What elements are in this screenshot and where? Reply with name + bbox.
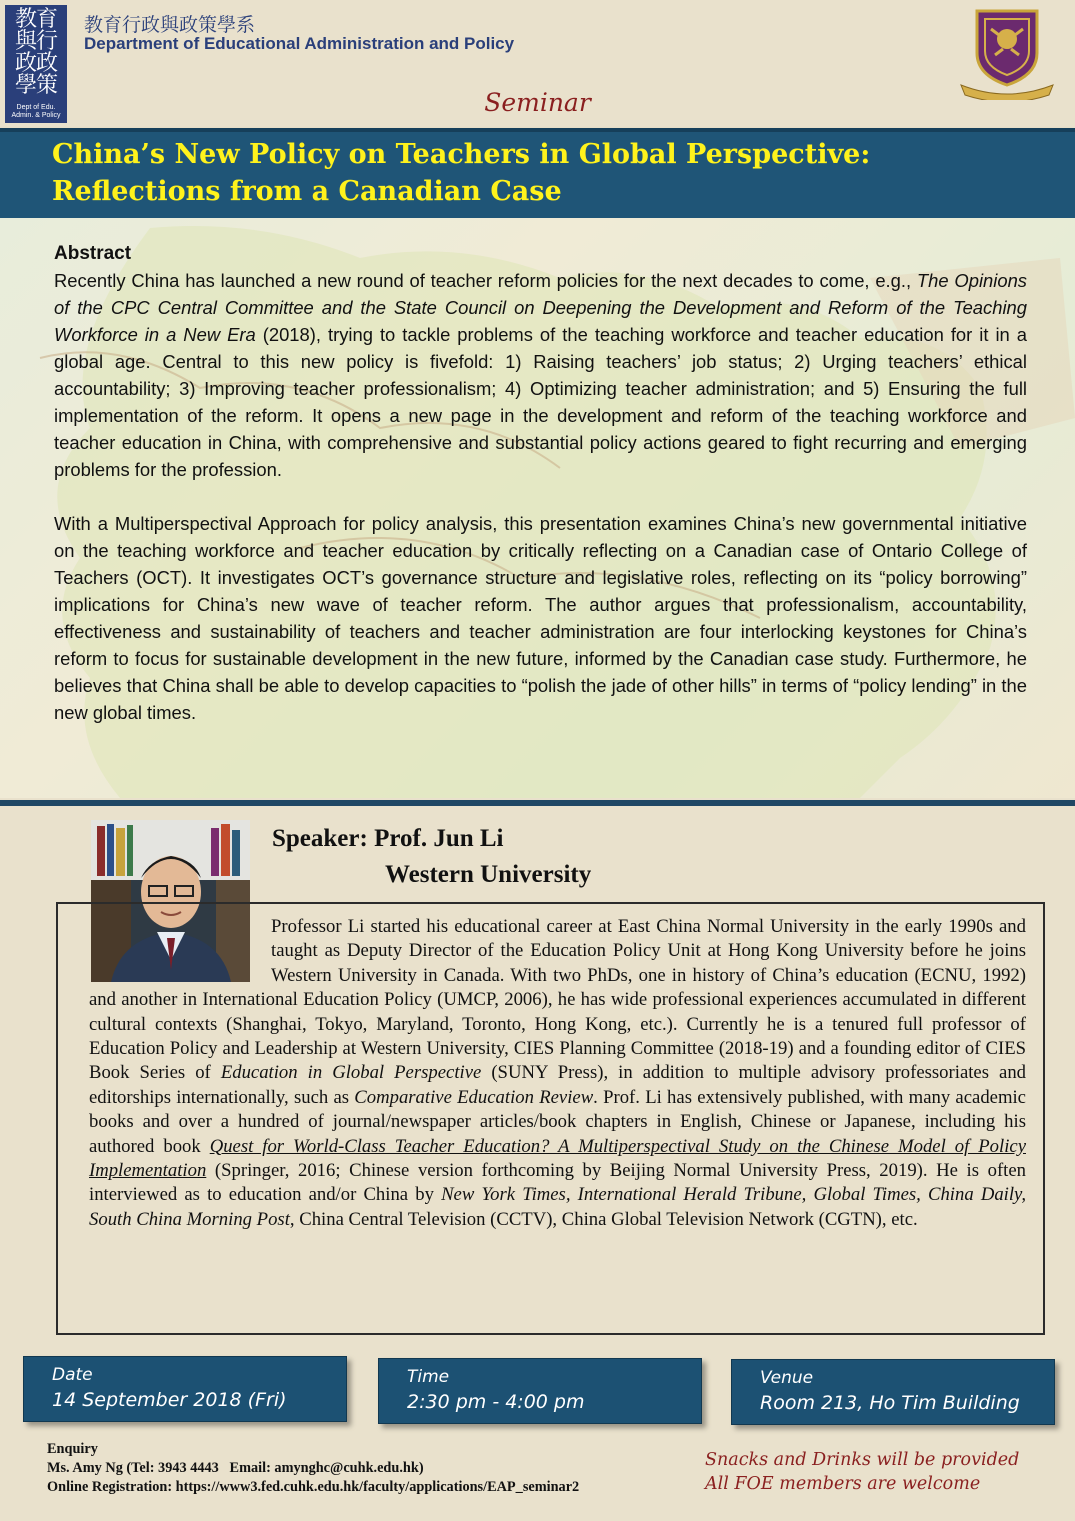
department-name-chinese: 教育行政與政策學系 [84,14,256,36]
title-line-2: Reflections from a Canadian Case [52,176,562,207]
time-value: 2:30 pm - 4:00 pm [407,1391,585,1413]
time-box [378,1358,702,1424]
venue-value: Room 213, Ho Tim Building [760,1392,1020,1414]
section-divider [0,800,1075,806]
time-label: Time [407,1367,450,1387]
enquiry-contact: Ms. Amy Ng (Tel: 3943 4443 Email: amynghc@cuhk.edu.hk) [47,1460,424,1476]
speaker-name: Speaker: Prof. Jun Li [272,825,504,852]
welcome-text: All FOE members are welcome [705,1474,981,1494]
venue-label: Venue [760,1368,814,1388]
abstract-heading: Abstract [54,243,132,264]
seminar-label: Seminar [484,88,591,117]
venue-box [731,1359,1055,1425]
enquiry-heading: Enquiry [47,1441,98,1457]
abstract-paragraph-2: With a Multiperspectival Approach for policy analysis, this presentation examines China’s new governmental initiative on the teaching workforce and teacher education by critically reflecting on a Canadian case of Ontario College of Teachers (OCT). It investigates OCT’s governance structure and legislative roles, reflecting on its “policy borrowing” implications for China’s new wave of teacher reform. The author argues that professionalism, accountability, effectiveness and sustainability of teachers and teacher administration are four interlocking keystones for China’s reform to focus for sustainable development in the new future, informed by the Canadian case study. Furthermore, he believes that China shall be able to develop capacities to “polish the jade of other hills” in terms of “policy lending” in the new global times. [54,513,1027,723]
logo-characters: 教育 與行 政政 學策 [14,7,57,98]
title-line-1: China’s New Policy on Teachers in Global Perspective: [52,139,871,170]
photo-spacer [89,915,271,987]
date-label: Date [52,1365,93,1385]
refreshment-note [705,1448,1019,1496]
date-box [23,1356,347,1422]
abstract-paragraph-1: Recently China has launched a new round of teacher reform policies for the next decades to come, e.g., The Opinions of the CPC Central Committee and the State Council on Deepening the Development and Reform of the Teaching Workforce in a New Era (2018), trying to tackle problems of the teaching workforce and teacher education for it in a global age. Central to this new policy is fivefold: 1) Raising teachers’ job status; 2) Urging teachers’ ethical accountability; 3) Improving teacher professionalism; 4) Optimizing teacher administration; and 5) Ensuring the full implementation of the reform. It opens a new page in the development and reform of the teaching workforce and teacher education in China, with comprehensive and substantial policy actions geared to fight recurring and emerging problems for the profession. [54,270,1027,480]
university-crest-icon [955,5,1059,100]
enquiry-section [47,1440,579,1497]
registration-link[interactable]: Online Registration: https://www3.fed.cuhk.edu.hk/faculty/applications/EAP_seminar2 [47,1479,580,1495]
abstract-section [54,240,1027,753]
date-value: 14 September 2018 (Fri) [52,1389,287,1411]
department-name-english: Department of Educational Administration and Policy [84,34,515,53]
snacks-text: Snacks and Drinks will be provided [705,1450,1020,1470]
speaker-bio: Professor Li started his educational career at East China Normal University in the early 1990s and taught as Deputy Director of the Education Policy Unit at Hong Kong University before he joins Western University in Canada. With two PhDs, one in history of China’s education (ECNU, 1992) and another in International Education Policy (UMCP, 2006), he has wide professional experiences accumulated in different cultural contexts (Shanghai, Tokyo, Maryland, Toronto, Hong Kong, etc.). Currently he is a tenured full professor of Education Policy and Leadership at Western University, CIES Planning Committee (2018-19) and a founding editor of CIES Book Series of Education in Global Perspective (SUNY Press), in addition to multiple advisory professoriates and editorships internationally, such as Comparative Education Review. Prof. Li has extensively published, with many academic books and over a hundred of journal/newspaper articles/book chapters in English, Chinese or Japanese, including his authored book Quest for World-Class Teacher Education? A Multiperspectival Study on the Chinese Model of Policy Implementation (Springer, 2016; Chinese version forthcoming by Beijing Normal University Press, 2019). He is often interviewed as to education and/or China by New York Times, International Herald Tribune, Global Times, China Daily, South China Morning Post, China Central Television (CCTV), China Global Television Network (CGTN), etc. [89,916,1027,1230]
logo-caption: Dept of Edu. Admin. & Policy [11,104,61,119]
title-banner [0,128,1075,222]
speaker-affiliation: Western University [385,861,592,888]
